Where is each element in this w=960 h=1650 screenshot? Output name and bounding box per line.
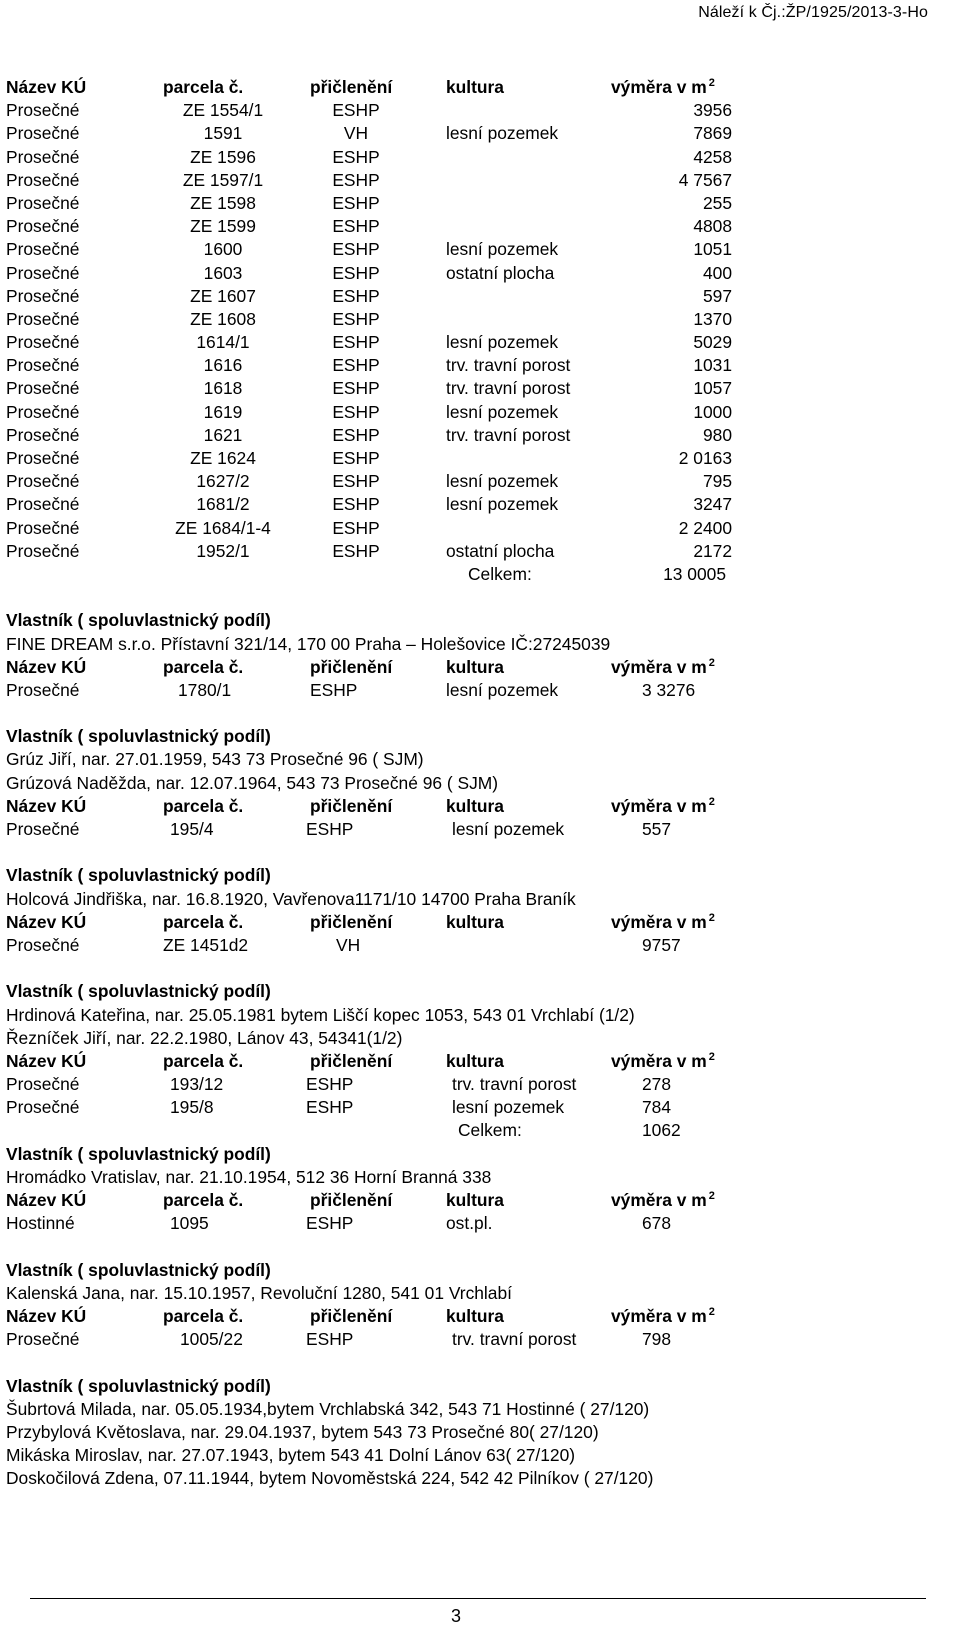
cell-vymera: 9757 xyxy=(642,934,681,955)
col-ku: Název KÚ xyxy=(6,1050,87,1071)
table-header xyxy=(6,656,936,679)
cell-parcela: 1095 xyxy=(170,1213,209,1234)
cell-ku: Prosečné xyxy=(6,192,80,213)
table-row xyxy=(6,1073,936,1096)
cell-ku: Prosečné xyxy=(6,819,80,839)
table-row xyxy=(6,818,936,841)
table-row xyxy=(6,1096,936,1119)
cell-ku: Prosečné xyxy=(6,146,80,167)
cell-kultura: ostatní plocha xyxy=(446,262,555,283)
col-vymera: výměra v m $^2$ xyxy=(611,911,715,932)
col-ku: Název KÚ xyxy=(6,1190,87,1210)
cell-ku: Prosečné xyxy=(6,517,80,538)
cell-ku: Prosečné xyxy=(6,471,80,492)
cell-vymera: 1000 xyxy=(693,401,732,422)
col-prirazeni: přičlenění xyxy=(310,1305,393,1326)
table-row xyxy=(6,934,936,957)
cell-prirazeni: ESHP xyxy=(332,100,380,121)
total-value: 1062 xyxy=(642,1120,681,1141)
col-vymera: výměra v m $^2$ xyxy=(611,656,715,677)
cell-ku: Prosečné xyxy=(6,401,80,422)
cell-prirazeni: ESHP xyxy=(332,192,380,213)
owner-line: Hrdinová Kateřina, nar. 25.05.1981 bytem Liščí kopec 1053, 543 01 Vrchlabí (1/2) xyxy=(6,1004,635,1025)
table-row xyxy=(6,354,936,377)
cell-ku: Prosečné xyxy=(6,308,80,329)
cell-vymera: 1057 xyxy=(693,378,732,399)
cell-vymera: 400 xyxy=(702,262,732,283)
cell-kultura: lesní pozemek xyxy=(452,819,565,839)
cell-parcela: ZE 1596 xyxy=(190,146,256,167)
table-row xyxy=(6,470,936,493)
table-row xyxy=(6,1212,936,1235)
section-3-rows xyxy=(6,818,936,841)
cell-ku: Prosečné xyxy=(6,540,80,561)
col-prirazeni: přičlenění xyxy=(310,1190,393,1210)
cell-vymera: 597 xyxy=(702,285,732,306)
table-row xyxy=(6,215,936,238)
cell-ku: Prosečné xyxy=(6,100,80,121)
owner-line: Grúzová Naděžda, nar. 12.07.1964, 543 73 Prosečné 96 ( SJM) xyxy=(6,772,499,793)
section-1-rows xyxy=(6,99,936,563)
owner-label: Vlastník ( spoluvlastnický podíl) xyxy=(6,1259,271,1280)
cell-prirazeni: ESHP xyxy=(332,308,380,329)
table-header xyxy=(6,1050,936,1073)
cell-prirazeni: ESHP xyxy=(306,1329,354,1350)
col-vymera: výměra v m $^2$ xyxy=(611,77,715,97)
table-row xyxy=(6,285,936,308)
owner-line: Kalenská Jana, nar. 15.10.1957, Revoluční 1280, 541 01 Vrchlabí xyxy=(6,1282,512,1303)
cell-prirazeni: ESHP xyxy=(306,1074,354,1095)
cell-ku: Prosečné xyxy=(6,169,80,190)
cell-prirazeni: ESHP xyxy=(332,494,380,515)
col-prirazeni: přičlenění xyxy=(310,77,393,97)
table-row xyxy=(6,192,936,215)
cell-kultura: ost.pl. xyxy=(446,1213,493,1234)
cell-ku: Prosečné xyxy=(6,378,80,399)
cell-prirazeni: ESHP xyxy=(332,448,380,468)
cell-vymera: 4258 xyxy=(693,146,732,167)
section-4-rows xyxy=(6,934,936,957)
col-kultura: kultura xyxy=(446,77,504,97)
owner-line: Holcová Jindřiška, nar. 16.8.1920, Vavřenova1171/10 14700 Praha Braník xyxy=(6,888,576,909)
cell-kultura: lesní pozemek xyxy=(452,1097,565,1118)
cell-kultura: ostatní plocha xyxy=(446,540,555,561)
table-row xyxy=(6,238,936,261)
cell-parcela: 1621 xyxy=(203,424,243,445)
table-row xyxy=(6,99,936,122)
cell-ku: Prosečné xyxy=(6,332,80,353)
owner-line: Řezníček Jiří, nar. 22.2.1980, Lánov 43, 54341(1/2) xyxy=(6,1027,403,1048)
cell-ku: Hostinné xyxy=(6,1213,75,1234)
cell-kultura: lesní pozemek xyxy=(446,401,559,422)
section-4-owners xyxy=(6,888,936,911)
section-6-rows xyxy=(6,1212,936,1235)
cell-parcela: 1952/1 xyxy=(196,540,250,561)
cell-prirazeni: ESHP xyxy=(332,424,380,445)
owner-label: Vlastník ( spoluvlastnický podíl) xyxy=(6,726,271,747)
table-row xyxy=(6,122,936,145)
total-row xyxy=(6,563,936,586)
cell-vymera: 1370 xyxy=(693,308,732,329)
col-parcela: parcela č. xyxy=(163,795,244,816)
cell-parcela: 195/4 xyxy=(170,819,214,839)
cell-ku: Prosečné xyxy=(6,216,80,237)
cell-prirazeni: VH xyxy=(343,123,369,144)
col-kultura: kultura xyxy=(446,795,504,816)
col-parcela: parcela č. xyxy=(163,656,244,677)
cell-parcela: ZE 1608 xyxy=(190,308,256,329)
col-prirazeni: přičlenění xyxy=(310,795,393,816)
col-vymera: výměra v m $^2$ xyxy=(611,795,715,816)
section-6-owners xyxy=(6,1166,936,1189)
cell-ku: Prosečné xyxy=(6,1097,80,1118)
cell-parcela: 1005/22 xyxy=(180,1329,243,1350)
total-row xyxy=(6,1119,936,1142)
cell-prirazeni: ESHP xyxy=(306,1213,354,1234)
cell-prirazeni: ESHP xyxy=(332,378,380,399)
section-2-owners xyxy=(6,633,936,656)
cell-vymera: 1051 xyxy=(693,239,732,260)
cell-prirazeni: ESHP xyxy=(306,819,354,839)
owner-line: Hromádko Vratislav, nar. 21.10.1954, 512 36 Horní Branná 338 xyxy=(6,1166,492,1187)
col-kultura: kultura xyxy=(446,1190,504,1210)
cell-parcela: 193/12 xyxy=(170,1074,224,1095)
table-header xyxy=(6,76,936,99)
cell-prirazeni: ESHP xyxy=(332,169,380,190)
cell-vymera: 7869 xyxy=(693,123,732,144)
cell-vymera: 3956 xyxy=(693,100,732,121)
cell-parcela: 1600 xyxy=(203,239,243,260)
cell-prirazeni: ESHP xyxy=(332,285,380,306)
cell-parcela: 1681/2 xyxy=(196,494,250,515)
cell-kultura: lesní pozemek xyxy=(446,332,559,353)
table-row xyxy=(6,146,936,169)
col-vymera: výměra v m $^2$ xyxy=(611,1305,715,1326)
table-header xyxy=(6,1189,936,1212)
col-prirazeni: přičlenění xyxy=(310,656,393,677)
cell-kultura: trv. travní porost xyxy=(452,1329,577,1350)
cell-prirazeni: ESHP xyxy=(310,679,358,700)
cell-parcela: 1618 xyxy=(203,378,243,399)
table-row xyxy=(6,679,936,702)
cell-parcela: 195/8 xyxy=(170,1097,214,1118)
owner-line: Grúz Jiří, nar. 27.01.1959, 543 73 Prosečné 96 ( SJM) xyxy=(6,749,424,770)
table-row xyxy=(6,169,936,192)
table-row xyxy=(6,401,936,424)
col-kultura: kultura xyxy=(446,911,504,932)
cell-vymera: 278 xyxy=(642,1074,672,1095)
cell-parcela: ZE 1684/1-4 xyxy=(175,517,271,538)
cell-vymera: 678 xyxy=(642,1213,672,1234)
cell-vymera: 795 xyxy=(702,471,732,492)
cell-ku: Prosečné xyxy=(6,424,80,445)
owner-label: Vlastník ( spoluvlastnický podíl) xyxy=(6,1375,271,1396)
total-label: Celkem: xyxy=(468,563,532,584)
page-number: 3 xyxy=(450,1606,461,1626)
col-ku: Název KÚ xyxy=(6,656,87,677)
cell-prirazeni: ESHP xyxy=(332,517,380,538)
col-parcela: parcela č. xyxy=(163,77,244,97)
owner-label: Vlastník ( spoluvlastnický podíl) xyxy=(6,610,271,631)
cell-prirazeni: ESHP xyxy=(332,471,380,492)
cell-prirazeni: ESHP xyxy=(332,262,380,283)
col-ku: Název KÚ xyxy=(6,911,87,932)
table-row xyxy=(6,377,936,400)
cell-kultura: trv. travní porost xyxy=(446,355,571,376)
cell-vymera: 784 xyxy=(642,1097,672,1118)
table-row xyxy=(6,540,936,563)
col-parcela: parcela č. xyxy=(163,1190,244,1210)
table-row xyxy=(6,424,936,447)
cell-kultura: lesní pozemek xyxy=(446,239,559,260)
col-vymera: výměra v m $^2$ xyxy=(611,1190,715,1210)
cell-vymera: 255 xyxy=(702,192,732,213)
col-vymera: výměra v m $^2$ xyxy=(611,1050,715,1071)
cell-parcela: ZE 1597/1 xyxy=(182,169,264,190)
table-header xyxy=(6,1305,936,1328)
cell-vymera: 4808 xyxy=(693,216,732,237)
cell-prirazeni: ESHP xyxy=(332,332,380,353)
cell-kultura: lesní pozemek xyxy=(446,679,559,700)
cell-vymera: 2 2400 xyxy=(678,517,732,538)
col-ku: Název KÚ xyxy=(6,77,87,97)
cell-ku: Prosečné xyxy=(6,355,80,376)
cell-parcela: 1619 xyxy=(203,401,243,422)
cell-prirazeni: ESHP xyxy=(332,146,380,167)
cell-ku: Prosečné xyxy=(6,285,80,306)
cell-vymera: 2 0163 xyxy=(678,448,732,468)
col-ku: Název KÚ xyxy=(6,795,87,816)
cell-ku: Prosečné xyxy=(6,1074,80,1095)
owner-line: FINE DREAM s.r.o. Přístavní 321/14, 170 00 Praha – Holešovice IČ:27245039 xyxy=(6,633,611,654)
cell-parcela: 1616 xyxy=(203,355,243,376)
table-row xyxy=(6,517,936,540)
cell-ku: Prosečné xyxy=(6,448,80,468)
document-body xyxy=(6,76,936,1490)
cell-prirazeni: ESHP xyxy=(332,401,380,422)
cell-prirazeni: ESHP xyxy=(332,355,380,376)
col-parcela: parcela č. xyxy=(163,1305,244,1326)
cell-ku: Prosečné xyxy=(6,239,80,260)
cell-vymera: 2172 xyxy=(693,540,732,561)
cell-parcela: 1627/2 xyxy=(196,471,250,492)
cell-vymera: 798 xyxy=(642,1329,672,1350)
cell-ku: Prosečné xyxy=(6,262,80,283)
col-prirazeni: přičlenění xyxy=(310,1050,393,1071)
cell-vymera: 5029 xyxy=(693,332,732,353)
cell-vymera: 557 xyxy=(642,819,672,839)
cell-kultura: lesní pozemek xyxy=(446,494,559,515)
cell-vymera: 3 3276 xyxy=(642,679,696,700)
cell-prirazeni: VH xyxy=(336,934,361,955)
total-label: Celkem: xyxy=(458,1120,522,1141)
owner-line: Doskočilová Zdena, 07.11.1944, bytem Novoměstská 224, 542 42 Pilníkov ( 27/120) xyxy=(6,1468,654,1489)
cell-parcela: ZE 1607 xyxy=(190,285,256,306)
owner-label: Vlastník ( spoluvlastnický podíl) xyxy=(6,1143,271,1164)
col-kultura: kultura xyxy=(446,1050,504,1071)
cell-ku: Prosečné xyxy=(6,1329,80,1350)
owner-line: Šubrtová Milada, nar. 05.05.1934,bytem Vrchlabská 342, 543 71 Hostinné ( 27/120) xyxy=(6,1398,650,1419)
col-prirazeni: přičlenění xyxy=(310,911,393,932)
cell-kultura: trv. travní porost xyxy=(446,424,571,445)
cell-prirazeni: ESHP xyxy=(332,216,380,237)
cell-ku: Prosečné xyxy=(6,123,80,144)
table-row xyxy=(6,262,936,285)
table-row xyxy=(6,331,936,354)
total-value: 13 0005 xyxy=(663,563,726,584)
col-kultura: kultura xyxy=(446,656,504,677)
document-reference: Náleží k Čj.:ŽP/1925/2013-3-Ho xyxy=(698,4,928,21)
section-5-owners xyxy=(6,1004,936,1050)
section-8-owners xyxy=(6,1398,936,1491)
cell-prirazeni: ESHP xyxy=(332,540,380,561)
col-ku: Název KÚ xyxy=(6,1305,87,1326)
section-7-rows xyxy=(6,1328,936,1351)
cell-vymera: 4 7567 xyxy=(678,169,732,190)
section-3-owners xyxy=(6,748,936,794)
owner-label: Vlastník ( spoluvlastnický podíl) xyxy=(6,865,271,886)
table-row xyxy=(6,308,936,331)
section-7-owners xyxy=(6,1282,936,1305)
cell-kultura: lesní pozemek xyxy=(446,471,559,492)
cell-ku: Prosečné xyxy=(6,934,80,955)
cell-ku: Prosečné xyxy=(6,679,80,700)
cell-parcela: ZE 1598 xyxy=(190,192,256,213)
cell-parcela: ZE 1624 xyxy=(190,448,256,468)
table-header xyxy=(6,911,936,934)
section-2-rows xyxy=(6,679,936,702)
cell-ku: Prosečné xyxy=(6,494,80,515)
cell-kultura: lesní pozemek xyxy=(446,123,559,144)
table-row xyxy=(6,447,936,470)
cell-parcela: 1591 xyxy=(203,123,243,144)
cell-kultura: trv. travní porost xyxy=(446,378,571,399)
cell-parcela: ZE 1451d2 xyxy=(163,934,249,955)
cell-parcela: ZE 1599 xyxy=(190,216,256,237)
cell-parcela: 1603 xyxy=(203,262,243,283)
owner-line: Mikáska Miroslav, nar. 27.07.1943, bytem 543 41 Dolní Lánov 63( 27/120) xyxy=(6,1445,576,1466)
owner-line: Przybylová Květoslava, nar. 29.04.1937, bytem 543 73 Prosečné 80( 27/120) xyxy=(6,1421,599,1442)
table-row xyxy=(6,1328,936,1351)
cell-parcela: ZE 1554/1 xyxy=(182,100,264,121)
table-row xyxy=(6,493,936,516)
section-5-rows xyxy=(6,1073,936,1119)
table-header xyxy=(6,795,936,818)
cell-vymera: 1031 xyxy=(693,355,732,376)
cell-parcela: 1780/1 xyxy=(178,679,232,700)
col-parcela: parcela č. xyxy=(163,1050,244,1071)
cell-vymera: 980 xyxy=(702,424,732,445)
owner-label: Vlastník ( spoluvlastnický podíl) xyxy=(6,981,271,1002)
cell-vymera: 3247 xyxy=(693,494,732,515)
cell-kultura: trv. travní porost xyxy=(452,1074,577,1095)
cell-parcela: 1614/1 xyxy=(196,332,250,353)
cell-prirazeni: ESHP xyxy=(306,1097,354,1118)
col-parcela: parcela č. xyxy=(163,911,244,932)
col-kultura: kultura xyxy=(446,1305,504,1326)
footer-divider xyxy=(30,1598,926,1599)
cell-prirazeni: ESHP xyxy=(332,239,380,260)
